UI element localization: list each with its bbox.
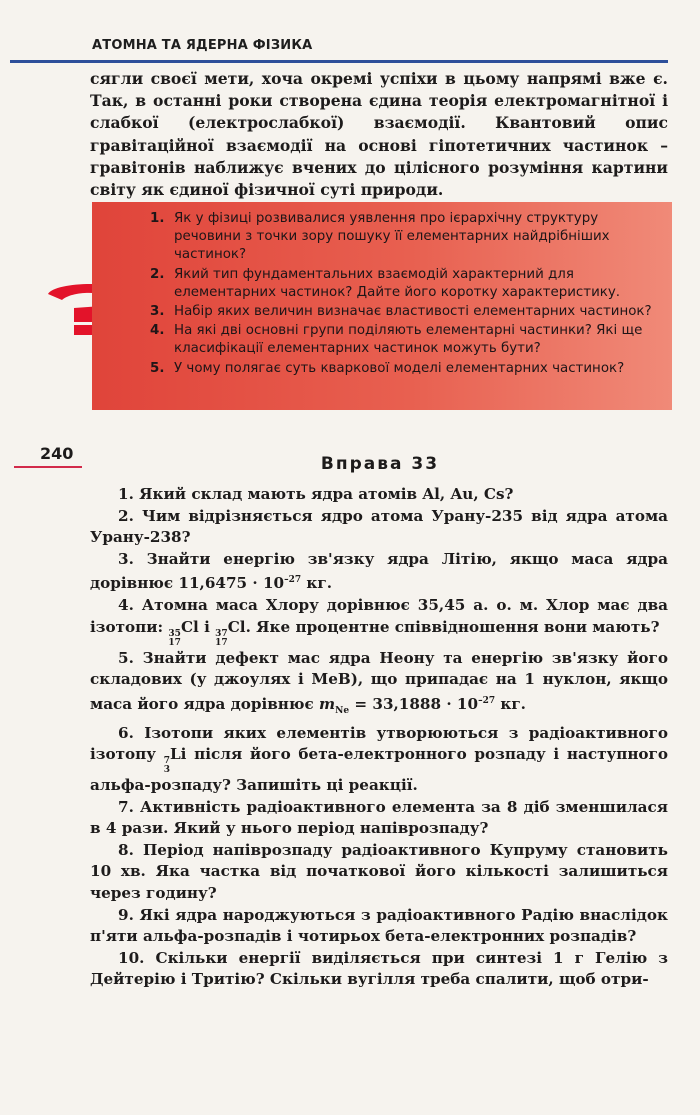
exercise-title: Вправа 33 [320, 454, 440, 474]
question-item [150, 303, 662, 321]
exercise-item-7: 7. Активність радіоактивного елемента за 8 діб зменшилася в 4 рази. Який у нього період напіврозпаду? [90, 797, 668, 838]
intro-paragraph [90, 68, 668, 201]
exercise-text: . Яке процентне співвідношення вони мають? [245, 617, 660, 636]
question-item [150, 210, 662, 265]
isotope-mass: 7 [163, 756, 170, 767]
exercise-item-5 [90, 648, 668, 723]
exercise-item-1: 1. Який склад мають ядра атомів Al, Au, Cs? [118, 485, 514, 503]
intro-text: сягли своєї мети, хоча окремі успіхи в цьому напрямі вже є. Так, в останні роки створена єдина теорія електромагнітної і слабкої (електрослабкої) взаємодії. Квантовий опис гравітаційної взаємодії на основі гіпотетичних частинок – гравітонів наближує вчених до цілісного розуміння картини світу як єдиної фізичної суті природи. [90, 69, 668, 200]
isotope-symbol: Cl [227, 617, 246, 636]
exercise-item-2: 2. Чим відрізняється ядро атома Урану-235 від ядра атома Урану-238? [90, 506, 668, 547]
question-number: 3. [150, 304, 165, 320]
review-questions-box [92, 202, 672, 410]
exercise-text: = 33,1888 · 10 [349, 694, 479, 713]
question-item [150, 360, 662, 378]
question-item [150, 322, 662, 358]
isotope-symbol: Li [169, 745, 187, 764]
exercise-item-6 [90, 723, 668, 797]
question-text: Який тип фундаментальних взаємодій характерний для елементарних частинок? Дайте його коротку характеристику. [174, 266, 621, 300]
question-number: 4. [150, 323, 165, 339]
question-item [150, 266, 662, 302]
exponent: –27 [284, 575, 302, 586]
question-number: 1. [150, 211, 165, 226]
exercise-text: кг. [495, 694, 526, 713]
exercise-text: 5. Знайти дефект мас ядра Неону та енергію зв'язку його складових (у джоулях і МеВ), що припадає на 1 нуклон, якщо маса його ядра дорівнює [90, 648, 668, 713]
page-number: 240 [40, 444, 74, 463]
isotope-charge: 17 [168, 637, 181, 648]
exercise-text: 6. Ізотопи яких елементів утворюються з радіоактивного ізотопу [90, 723, 668, 764]
mass-symbol: m [319, 694, 336, 713]
isotope-symbol: Cl [180, 617, 199, 636]
question-number: 2. [150, 266, 165, 282]
exercise-text: кг. [301, 574, 332, 593]
exercise-list [90, 484, 668, 991]
exercise-text: і [198, 617, 216, 636]
exponent: –27 [478, 695, 496, 706]
exercise-item-10: 10. Скільки енергії виділяється при синтезі 1 г Гелію з Дейтерію і Тритію? Скільки вугілля треба спалити, щоб отри- [90, 948, 668, 989]
mass-subscript: Ne [335, 705, 350, 716]
exercise-item-9: 9. Які ядра народжуються з радіоактивного Радію внаслідок п'яти альфа-розпадів і чотирьох бета-електронних розпадів? [90, 905, 668, 946]
question-text: Набір яких величин визначає властивості елементарних частинок? [174, 304, 652, 320]
question-text: На які дві основні групи поділяють елементарні частинки? Які ще класифікації елементарних частинок можуть бути? [174, 323, 643, 357]
isotope-charge: 3 [163, 765, 170, 776]
question-number: 5. [150, 360, 165, 376]
question-text: У чому полягає суть кваркової моделі елементарних частинок? [174, 360, 625, 376]
question-text: Як у фізиці розвивалися уявлення про ієрархічну структуру речовини з точки зору пошуку її елементарних найдрібніших частинок? [174, 211, 610, 263]
isotope-charge: 17 [215, 637, 228, 648]
review-questions-list [150, 210, 662, 378]
exercise-item-4 [90, 595, 668, 648]
running-header: АТОМНА ТА ЯДЕРНА ФІЗИКА [92, 38, 313, 53]
exercise-item-3 [90, 549, 668, 595]
exercise-text: 3. Знайти енергію зв'язку ядра Літію, якщо маса ядра дорівнює 11,6475 · 10 [90, 549, 668, 593]
header-rule [10, 60, 668, 63]
exercise-text: 4. Атомна маса Хлору дорівнює 35,45 а. о. м. Хлор має два ізотопи: [90, 596, 668, 636]
isotope-mass: 35 [168, 628, 181, 639]
exercise-text: після його бета-електронного розпаду і наступного альфа-розпаду? Запишіть ці реакції. [90, 745, 668, 795]
exercise-item-8: 8. Період напіврозпаду радіоактивного Купруму становить 10 хв. Яка частка від початкової його кількості залишиться через годину? [90, 840, 668, 903]
isotope-mass: 37 [215, 628, 228, 639]
